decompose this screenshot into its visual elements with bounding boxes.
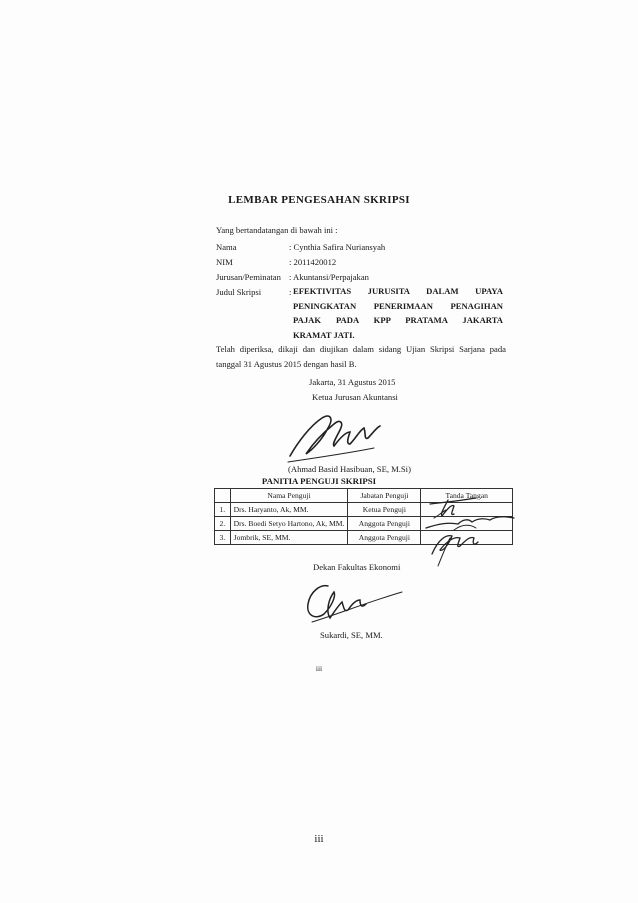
thesis-title-line: PENINGKATAN PENERIMAAN PENAGIHAN: [293, 300, 503, 311]
thesis-title-line: KRAMAT JATI.: [293, 329, 355, 340]
field-value-nim: : 2011420012: [289, 257, 337, 267]
place-date: Jakarta, 31 Agustus 2015: [309, 377, 396, 387]
dean-signature: [298, 578, 408, 634]
examiner-name: Jombrik, SE, MM.: [230, 531, 348, 545]
row-number: 3.: [215, 531, 231, 545]
dean-title: Dekan Fakultas Ekonomi: [313, 562, 401, 572]
examiner-role: Anggota Penguji: [348, 531, 421, 545]
field-label-nim: NIM: [216, 257, 233, 267]
field-value-judul-colon: :: [289, 287, 292, 297]
head-title: Ketua Jurusan Akuntansi: [312, 392, 398, 402]
table-header-role: Jabatan Penguji: [348, 489, 421, 503]
examiner-signatures: [418, 494, 518, 572]
statement-paragraph: Telah diperiksa, dikaji dan diujikan dalam sidang Ujian Skripsi Sarjana pada tanggal 31 Agustus 2015 dengan hasil B.: [216, 344, 506, 369]
examiner-name: Drs. Haryanto, Ak, MM.: [230, 503, 348, 517]
examiner-name: Drs. Boedi Setyo Hartono, Ak, MM.: [230, 517, 348, 531]
table-header-signature: Tanda Tangan: [421, 489, 513, 503]
table-header-name: Nama Penguji: [230, 489, 348, 503]
field-value-jurusan: : Akuntansi/Perpajakan: [289, 272, 369, 282]
head-name: (Ahmad Basid Hasibuan, SE, M.Si): [288, 464, 411, 474]
committee-title: PANITIA PENGUJI SKRIPSI: [261, 476, 377, 486]
examiner-role: Anggota Penguji: [348, 517, 421, 531]
thesis-title-line: EFEKTIVITAS JURUSITA DALAM UPAYA: [293, 286, 503, 296]
row-number: 1.: [215, 503, 231, 517]
document-title: LEMBAR PENGESAHAN SKRIPSI: [228, 194, 410, 206]
examiner-role: Ketua Penguji: [348, 503, 421, 517]
thesis-title: [293, 284, 503, 342]
field-label-jurusan: Jurusan/Peminatan: [216, 272, 281, 282]
intro-text: Yang bertandatangan di bawah ini :: [216, 225, 338, 235]
head-signature: [284, 408, 384, 468]
page-number: iii: [314, 833, 324, 845]
thesis-title-line: PAJAK PADA KPP PRATAMA JAKARTA: [293, 315, 503, 325]
row-number: 2.: [215, 517, 231, 531]
inner-page-number: iii: [315, 664, 323, 673]
field-label-nama: Nama: [216, 242, 237, 252]
dean-name: Sukardi, SE, MM.: [320, 630, 383, 640]
field-label-judul: Judul Skripsi: [216, 287, 262, 297]
field-value-nama: : Cynthia Safira Nuriansyah: [289, 242, 386, 252]
table-header-no: [215, 489, 231, 503]
